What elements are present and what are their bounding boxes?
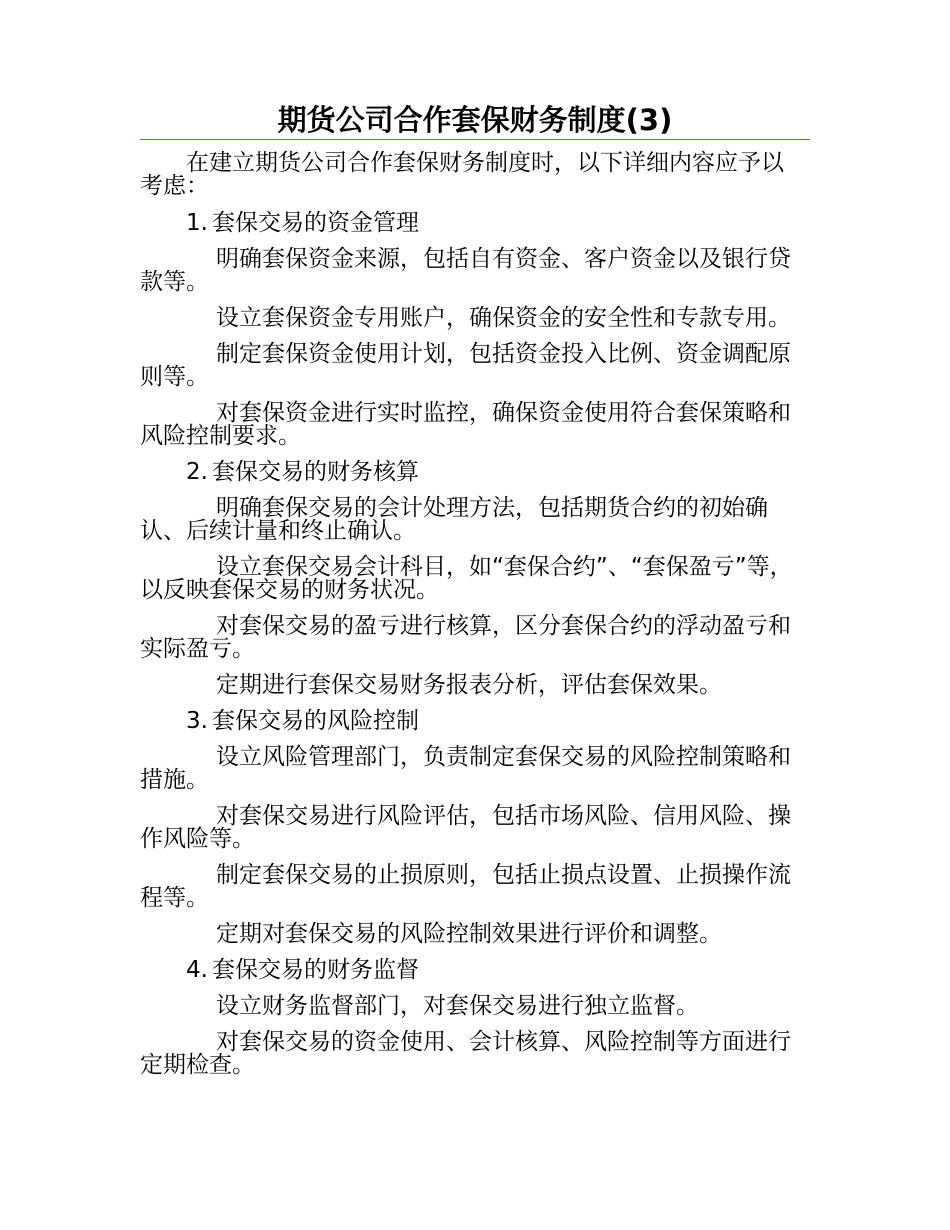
section-heading-4: [140, 959, 800, 982]
section-1-item: 制定套保资金使用计划，包括资金投入比例、资金调配原则等。: [140, 341, 791, 390]
section-3-item: 设立风险管理部门，负责制定套保交易的风险控制策略和措施。: [140, 744, 791, 793]
section-4-item: 设立财务监督部门，对套保交易进行独立监督。: [216, 993, 699, 1019]
section-number: 1.: [186, 210, 208, 236]
section-heading-3: [140, 710, 800, 733]
section-heading-1: [140, 212, 800, 235]
section-heading-text: 套保交易的财务监督: [211, 957, 419, 983]
section-number: 2.: [186, 459, 208, 485]
section-3-item: 对套保交易进行风险评估，包括市场风险、信用风险、操作风险等。: [140, 803, 791, 852]
section-heading-text: 套保交易的风险控制: [211, 708, 419, 734]
section-2-item: 明确套保交易的会计处理方法，包括期货合约的初始确认、后续计量和终止确认。: [140, 495, 768, 544]
section-heading-text: 套保交易的资金管理: [211, 210, 419, 236]
document-body: [140, 152, 800, 1090]
section-2-item: 对套保交易的盈亏进行核算，区分套保合约的浮动盈亏和实际盈亏。: [140, 613, 791, 662]
section-2-item: 定期进行套保交易财务报表分析，评估套保效果。: [216, 672, 722, 698]
section-1-item: 对套保资金进行实时监控，确保资金使用符合套保策略和风险控制要求。: [140, 400, 791, 449]
page-title: 期货公司合作套保财务制度(3): [277, 103, 673, 137]
intro-paragraph: 在建立期货公司合作套保财务制度时，以下详细内容应予以考虑：: [140, 150, 784, 199]
section-number: 3.: [186, 708, 208, 734]
section-1-item: 设立套保资金专用账户，确保资金的安全性和专款专用。: [216, 305, 791, 331]
section-3-item: 制定套保交易的止损原则，包括止损点设置、止损操作流程等。: [140, 862, 791, 911]
section-number: 4.: [186, 957, 208, 983]
section-3-item: 定期对套保交易的风险控制效果进行评价和调整。: [216, 921, 722, 947]
section-4-item: 对套保交易的资金使用、会计核算、风险控制等方面进行定期检查。: [140, 1029, 791, 1078]
section-1-item: 明确套保资金来源，包括自有资金、客户资金以及银行贷款等。: [140, 246, 791, 295]
title-underline: [140, 139, 810, 140]
section-heading-2: [140, 461, 800, 484]
section-heading-text: 套保交易的财务核算: [211, 459, 419, 485]
section-2-item: 设立套保交易会计科目，如“套保合约”、“套保盈亏”等，以反映套保交易的财务状况。: [140, 554, 793, 603]
